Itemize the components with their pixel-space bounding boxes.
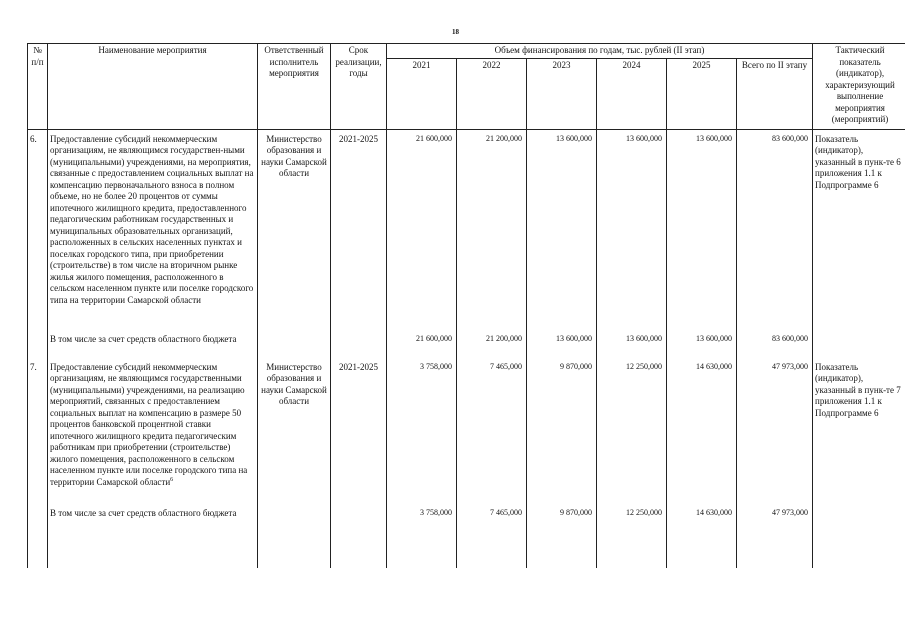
header-year: 2025 — [667, 58, 737, 129]
header-name: Наименование мероприятия — [48, 44, 258, 130]
subrow-label: В том числе за счет средств областного бюджета — [48, 508, 258, 568]
subrow-value: 13 600,000 — [667, 334, 737, 360]
row-value: 13 600,000 — [527, 129, 597, 334]
subrow-value: 21 600,000 — [387, 334, 457, 360]
row-value: 14 630,000 — [667, 360, 737, 508]
row-value: 12 250,000 — [597, 360, 667, 508]
row-value: 21 200,000 — [457, 129, 527, 334]
header-funding: Объем финансирования по годам, тыс. рублей (II этап) — [387, 44, 813, 59]
row-term: 2021-2025 — [331, 360, 387, 508]
row-value: 7 465,000 — [457, 360, 527, 508]
header-year: 2024 — [597, 58, 667, 129]
funding-table — [27, 43, 905, 568]
subrow-value: 3 758,000 — [387, 508, 457, 568]
header-term: Срок реализации, годы — [331, 44, 387, 130]
header-year: 2021 — [387, 58, 457, 129]
subrow-value: 13 600,000 — [527, 334, 597, 360]
header-indicator: Тактический показатель (индикатор), характеризующий выполнение мероприятия (мероприятий) — [813, 44, 905, 130]
page-number: 18 — [452, 28, 459, 36]
subrow-value: 12 250,000 — [597, 508, 667, 568]
row-executor: Министерство образования и науки Самарской области — [258, 360, 331, 508]
table-row — [28, 360, 905, 508]
row-executor: Министерство образования и науки Самарской области — [258, 129, 331, 334]
row-term: 2021-2025 — [331, 129, 387, 334]
row-value: 9 870,000 — [527, 360, 597, 508]
subrow-value: 14 630,000 — [667, 508, 737, 568]
subrow-total: 47 973,000 — [737, 508, 813, 568]
header-year: 2023 — [527, 58, 597, 129]
row-name: Предоставление субсидий некоммерческим организациям, не являющимся государствен-ными (муниципальными) учреждениями, на мероприятия, связанные с предоставлением социальных выплат на компенсацию первоначального взноса в полном объеме, но не более 20 процентов от суммы ипотечного жилищного кредита, предоставленного педагогическим работникам государственных и муниципальных образовательных организаций, расположенных в сельских населенных пунктах и поселках городского типа, при приобретении (строительстве) в том числе на вторичном рынке жилья жилого помещения, расположенного в сельском населенном пункте или поселке городского типа на территории Самарской области — [48, 129, 258, 334]
row-value: 21 600,000 — [387, 129, 457, 334]
subrow-total: 83 600,000 — [737, 334, 813, 360]
table-row — [28, 129, 905, 334]
subrow-value: 13 600,000 — [597, 334, 667, 360]
header-num: № п/п — [28, 44, 48, 130]
header-executor: Ответственный исполнитель мероприятия — [258, 44, 331, 130]
row-number: 6. — [28, 129, 48, 334]
table-header — [28, 44, 905, 130]
table-subrow — [28, 508, 905, 568]
row-name-text: Предоставление субсидий некоммерческим организациям, не являющимся государственными (муниципальными) учреждениями, на реализацию мероприятий, связанных с предоставлением социальных выплат на компенсацию в размере 50 процентов банковской процентной ставки ипотечного жилищного кредита педагогическим работникам при приобретении (строительстве) жилого помещения, расположенного в сельском населенном пункте или поселке городского типа на территории Самарской области — [50, 361, 248, 487]
row-value: 3 758,000 — [387, 360, 457, 508]
row-value: 13 600,000 — [667, 129, 737, 334]
subrow-value: 21 200,000 — [457, 334, 527, 360]
subrow-label: В том числе за счет средств областного бюджета — [48, 334, 258, 360]
footnote-mark: 6 — [170, 476, 174, 483]
header-year: 2022 — [457, 58, 527, 129]
row-name — [48, 360, 258, 508]
row-total: 83 600,000 — [737, 129, 813, 334]
row-value: 13 600,000 — [597, 129, 667, 334]
row-total: 47 973,000 — [737, 360, 813, 508]
row-number: 7. — [28, 360, 48, 508]
subrow-value: 9 870,000 — [527, 508, 597, 568]
table-subrow — [28, 334, 905, 360]
header-total: Всего по II этапу — [737, 58, 813, 129]
row-indicator: Показатель (индикатор), указанный в пунк-те 7 приложения 1.1 к Подпрограмме 6 — [813, 360, 905, 508]
subrow-value: 7 465,000 — [457, 508, 527, 568]
row-indicator: Показатель (индикатор), указанный в пунк-те 6 приложения 1.1 к Подпрограмме 6 — [813, 129, 905, 334]
